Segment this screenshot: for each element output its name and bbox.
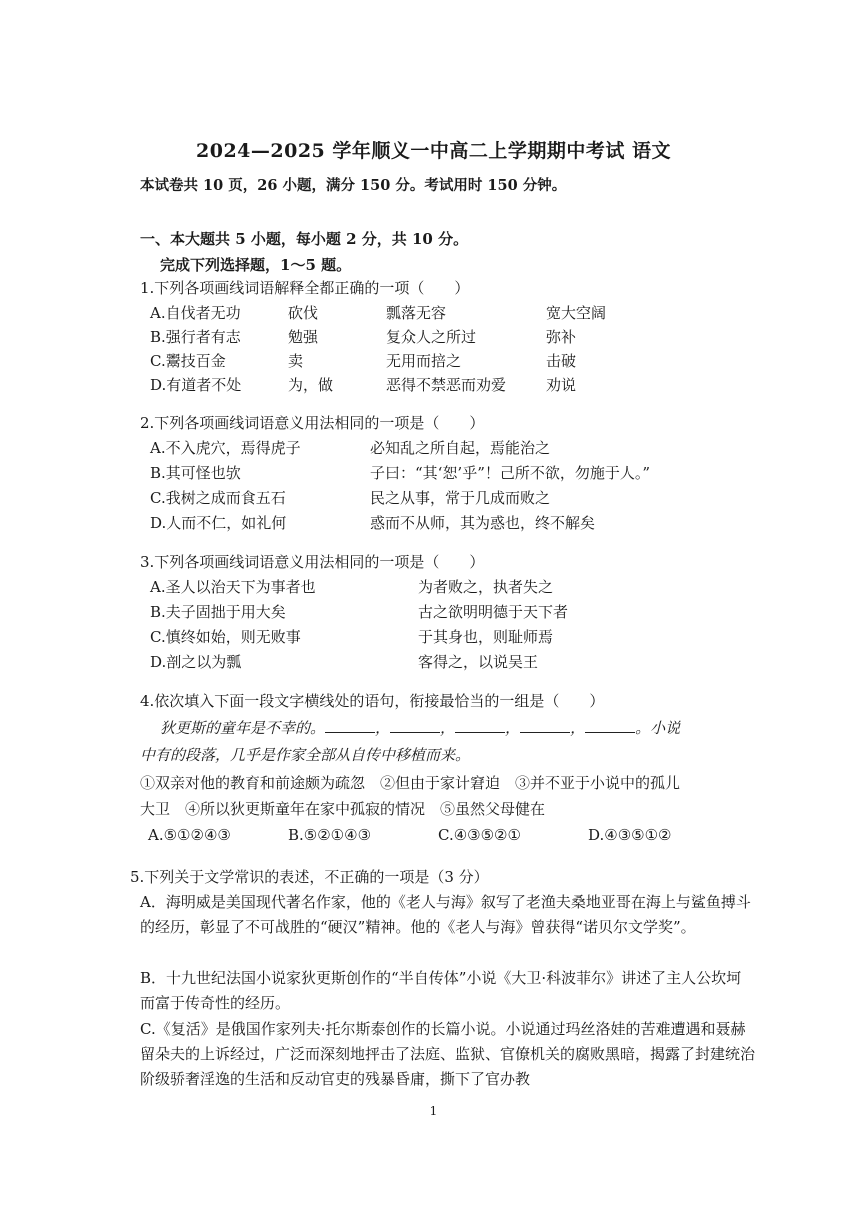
q1-row-d-c4: 劝说 — [546, 376, 577, 394]
q5-stem: 5.下列关于文学常识的表述，不正确的一项是（3 分） — [130, 868, 489, 886]
q3-row-d-right: 客得之，以说吴王 — [418, 653, 539, 671]
q1-row-b-c4: 弥补 — [546, 328, 577, 346]
q2-row-a-right: 必知乱之所自起，焉能治之 — [370, 439, 551, 457]
q4-blank-5 — [585, 718, 635, 733]
q1-row-c-c2: 卖 — [288, 352, 304, 370]
q4-blank-4 — [520, 718, 570, 733]
q1-row-d-c3: 恶得不禁恶而劝爱 — [386, 376, 507, 394]
q4-items-line2: 大卫 ④所以狄更斯童年在家中孤寂的情况 ⑤虽然父母健在 — [140, 800, 546, 818]
q1-row-b-c3: 复众人之所过 — [386, 328, 477, 346]
q4-passage-end: 。小说 — [635, 719, 681, 737]
q4-blank-3 — [455, 718, 505, 733]
q1-row-d-c2: 为，做 — [288, 376, 334, 394]
q1-row-b-c2: 勉强 — [288, 328, 319, 346]
q3-stem: 3.下列各项画线词语意义用法相同的一项是（ ） — [140, 553, 485, 571]
section-heading: 一、本大题共 5 小题，每小题 2 分，共 10 分。 — [140, 230, 469, 248]
q4-option-b: B.⑤②①④③ — [288, 826, 372, 844]
q1-stem: 1.下列各项画线词语解释全都正确的一项（ ） — [140, 279, 470, 297]
q4-stem: 4.依次填入下面一段文字横线处的语句，衔接最恰当的一组是（ ） — [140, 692, 605, 710]
q2-stem: 2.下列各项画线词语意义用法相同的一项是（ ） — [140, 414, 485, 432]
q1-row-b-c1: B.强行者有志 — [150, 328, 241, 346]
q4-blank-1 — [325, 718, 375, 733]
q4-passage-line1: 狄更斯的童年是不幸的。 ， ， ， ， 。小说 — [160, 719, 681, 737]
q4-items-line1: ①双亲对他的教育和前途颇为疏忽 ②但由于家计窘迫 ③并不亚于小说中的孤儿 — [140, 774, 681, 792]
q3-row-d-left: D.剖之以为瓢 — [150, 653, 242, 671]
q1-row-a-c3: 瓢落无容 — [386, 304, 447, 322]
q1-row-c-c1: C.鬻技百金 — [150, 352, 226, 370]
q2-row-d-left: D.人而不仁，如礼何 — [150, 514, 287, 532]
q2-row-b-right: 子曰：“其‘恕’乎”！己所不欲，勿施于人。” — [370, 464, 651, 482]
q1-row-c-c3: 无用而掊之 — [386, 352, 462, 370]
q4-passage-line2: 中有的段落，几乎是作家全部从自传中移植而来。 — [140, 746, 471, 764]
q3-row-a-left: A.圣人以治天下为事者也 — [150, 578, 316, 596]
q3-row-b-right: 古之欲明明德于天下者 — [418, 603, 569, 621]
q1-row-a-c2: 砍伐 — [288, 304, 319, 322]
q1-row-d-c1: D.有道者不处 — [150, 376, 242, 394]
q2-row-b-left: B.其可怪也欤 — [150, 464, 241, 482]
exam-title: 2024—2025 学年顺义一中高二上学期期中考试 语文 — [196, 140, 671, 162]
q4-option-a: A.⑤①②④③ — [148, 826, 231, 844]
q5-option-b: B．十九世纪法国小说家狄更斯创作的“半自传体”小说《大卫·科波菲尔》讲述了主人公坎坷而富于传奇性的经历。 — [140, 969, 742, 1012]
page-number: 1 — [429, 1104, 438, 1118]
section-subheading: 完成下列选择题，1～5 题。 — [160, 256, 352, 274]
exam-intro: 本试卷共 10 页，26 小题，满分 150 分。考试用时 150 分钟。 — [140, 177, 567, 194]
q1-row-c-c4: 击破 — [546, 352, 577, 370]
q1-row-a-c4: 宽大空阔 — [546, 304, 607, 322]
q3-row-a-right: 为者败之，执者失之 — [418, 578, 554, 596]
q4-passage-start: 狄更斯的童年是不幸的。 — [160, 719, 326, 737]
q1-row-a-c1: A.自伐者无功 — [150, 304, 241, 322]
q2-row-d-right: 惑而不从师，其为惑也，终不解矣 — [370, 514, 596, 532]
q2-row-c-right: 民之从事，常于几成而败之 — [370, 489, 551, 507]
q5-option-a: A．海明威是美国现代著名作家，他的《老人与海》叙写了老渔夫桑地亚哥在海上与鲨鱼搏斗的经历，彰显了不可战胜的“硬汉”精神。他的《老人与海》曾获得“诺贝尔文学奖”。 — [140, 893, 751, 936]
q2-row-c-left: C.我树之成而食五石 — [150, 489, 286, 507]
q3-row-c-right: 于其身也，则耻师焉 — [418, 628, 554, 646]
q2-row-a-left: A.不入虎穴，焉得虎子 — [150, 439, 301, 457]
q3-row-c-left: C.慎终如始，则无败事 — [150, 628, 301, 646]
q4-option-d: D.④③⑤①② — [588, 826, 672, 844]
q5-option-c: C.《复活》是俄国作家列夫·托尔斯泰创作的长篇小说。小说通过玛丝洛娃的苦难遭遇和聂赫留朵夫的上诉经过，广泛而深刻地抨击了法庭、监狱、官僚机关的腐败黑暗，揭露了封建统治阶级骄奢淫逸的生活和反动官吏的残暴昏庸，撕下了官办教 — [140, 1020, 756, 1088]
q4-option-c: C.④③⑤②① — [438, 826, 521, 844]
q3-row-b-left: B.夫子固拙于用大矣 — [150, 603, 286, 621]
q4-blank-2 — [390, 718, 440, 733]
